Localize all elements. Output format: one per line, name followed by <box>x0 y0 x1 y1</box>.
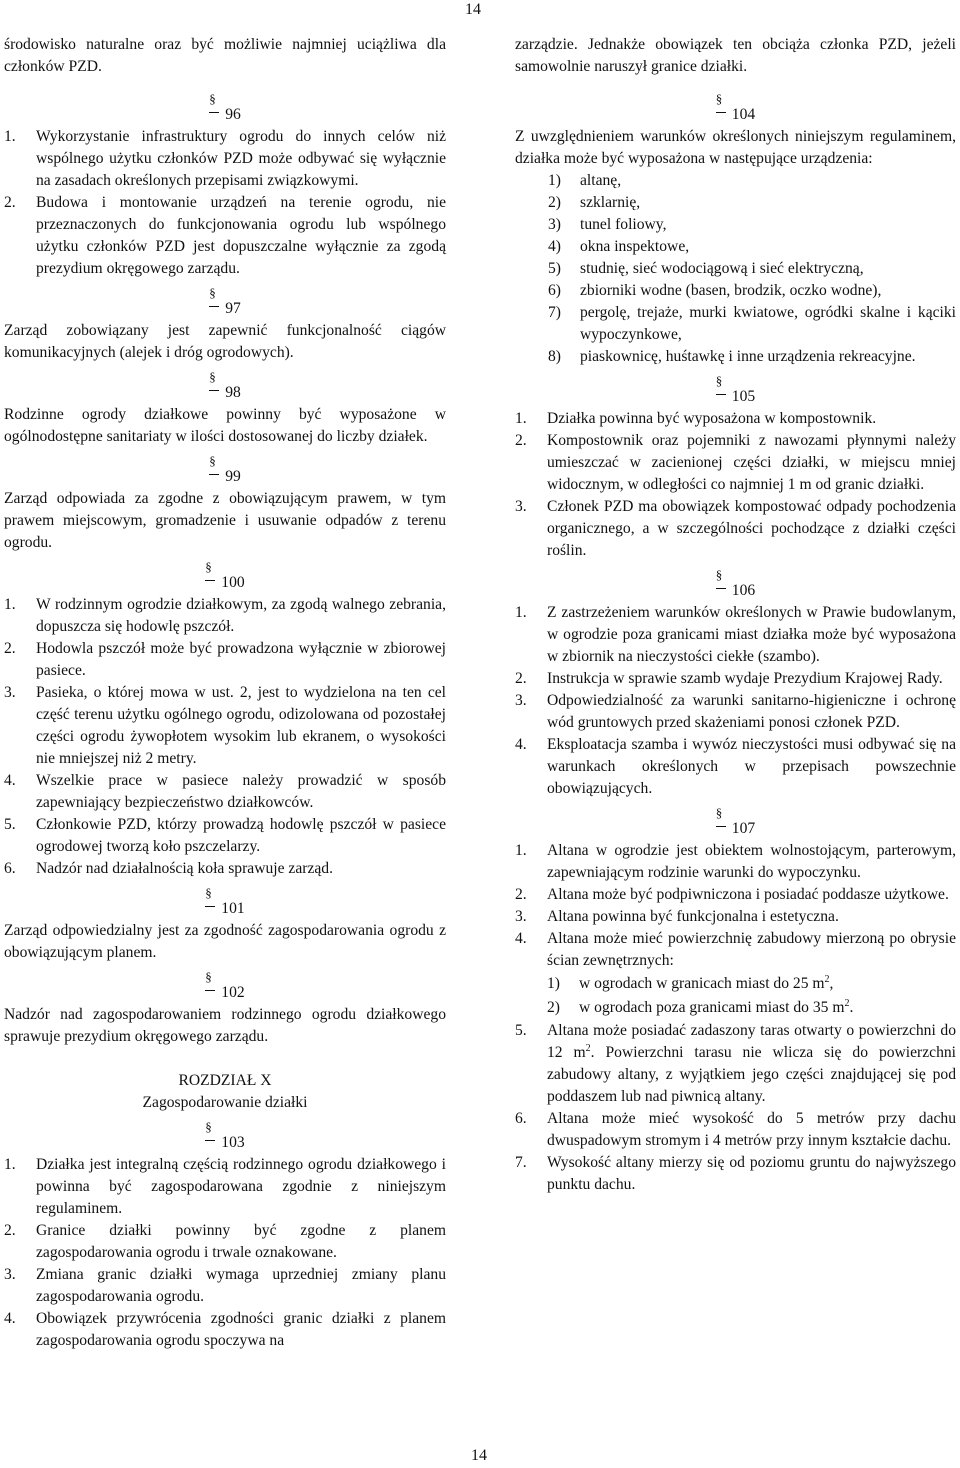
list-item: 7) pergolę, trejaże, murki kwiatowe, ogródki skalne i kąciki wypoczynkowe, <box>548 304 956 343</box>
page-number-top: 14 <box>465 1 481 18</box>
list-item: 2. Granice działki powinny być zgodne z planem zagospodarowania ogrodu i trwale oznakowane. <box>4 1222 446 1261</box>
list-item: 6. Nadzór nad działalnością koła sprawuje zarząd. <box>4 860 334 877</box>
section-101-text: Zarząd odpowiedzialny jest za zgodność zagospodarowania ogrodu z obowiązującym planem. <box>4 922 446 961</box>
chapter-title: ROZDZIAŁ X <box>178 1072 272 1089</box>
list-item: 4) okna inspektowe, <box>548 238 690 255</box>
paragraph-icon <box>716 812 726 827</box>
list-item: 1. Działka powinna być wyposażona w kompostownik. <box>515 410 877 427</box>
list-item: 6. Altana może mieć wysokość do 5 metrów przy dachu dwuspadowym stromym i 4 metrów przy innym kształcie dachu. <box>515 1110 956 1149</box>
left-column <box>4 34 446 1352</box>
paragraph-icon <box>209 376 219 391</box>
list-item: 2. Instrukcja w sprawie szamb wydaje Prezydium Krajowej Rady. <box>515 670 943 687</box>
paragraph-icon <box>205 976 215 991</box>
section-98-text: Rodzinne ogrody działkowe powinny być wyposażone w ogólnodostępne sanitariaty w ilości dostosowanej do liczby działek. <box>4 406 446 445</box>
list-item: 1) altanę, <box>548 172 622 189</box>
section-104-heading: §104 <box>515 104 956 126</box>
list-item: 1. Działka jest integralną częścią rodzinnego ogrodu działkowego i powinna być zagospodarowana zgodnie z niniejszym regulaminem. <box>4 1156 446 1217</box>
list-item: 3. Altana powinna być funkcjonalna i estetyczna. <box>515 908 839 925</box>
list-item: 2. Kompostownik oraz pojemniki z nawozami płynnymi należy umieszczać w zacienionej części działki, w miejscu mniej widocznym, w odległości co najmniej 1 m od granic działki. <box>515 432 956 493</box>
left-intro: środowisko naturalne oraz być możliwie najmniej uciążliwa dla członków PZD. <box>4 36 446 75</box>
section-99-text: Zarząd odpowiada za zgodne z obowiązującym prawem, w tym prawem miejscowym, gromadzenie i usuwanie odpadów z terenu ogrodu. <box>4 490 446 551</box>
list-item: 3. Zmiana granic działki wymaga uprzedniej zmiany planu zagospodarowania ogrodu. <box>4 1266 446 1305</box>
right-intro: zarządzie. Jednakże obowiązek ten obciąża członka PZD, jeżeli samowolnie naruszył granice działki. <box>515 36 956 75</box>
paragraph-icon <box>209 292 219 307</box>
list-item: 3. Członek PZD ma obowiązek kompostować odpady pochodzenia organicznego, a w szczególności pochodzące z działki części roślin. <box>515 498 956 559</box>
list-item: 2) w ogrodach poza granicami miast do 35 $m^2$. <box>547 997 854 1016</box>
section-107-heading: §107 <box>515 818 956 840</box>
paragraph-icon <box>205 892 215 907</box>
list-item: 4. Obowiązek przywrócenia zgodności granic działki z planem zagospodarowania ogrodu spoczywa na <box>4 1310 446 1349</box>
page-number-bottom: 14 <box>471 1447 487 1464</box>
list-item: 4. Altana może mieć powierzchnię zabudowy mierzoną po obrysie ścian zewnętrznych: <box>515 930 956 969</box>
paragraph-icon <box>716 574 726 589</box>
list-item: 2. Altana może być podpiwniczona i posiadać poddasze użytkowe. <box>515 886 949 903</box>
section-104-list <box>515 170 956 368</box>
section-104-text: Z uwzględnieniem warunków określonych niniejszym regulaminem, działka może być wyposażona w następujące urządzenia: <box>515 128 956 167</box>
list-item: 1. W rodzinnym ogrodzie działkowym, za zgodą walnego zebrania, dopuszcza się hodowlę pszczół. <box>4 596 446 635</box>
section-103-heading: §103 <box>4 1132 446 1154</box>
list-item: 5. Altana może posiadać zadaszony taras otwarty o powierzchni do 12 $m^2$. Powierzchni tarasu nie wlicza się do powierzchni zabudowy altany, z wyjątkiem jego części znajdującej się pod poddaszem lub nad piwnicą altany. <box>515 1022 957 1105</box>
paragraph-icon <box>209 98 219 113</box>
section-101-heading: §101 <box>4 898 446 920</box>
list-item: 2. Hodowla pszczół może być prowadzona wyłącznie w zbiorowej pasiece. <box>4 640 446 679</box>
list-item: 5. Członkowie PZD, którzy prowadzą hodowlę pszczół w pasiece ogrodowej tworzą koło pszczelarzy. <box>4 816 446 855</box>
section-105-heading: §105 <box>515 386 956 408</box>
list-item: 3. Pasieka, o której mowa w ust. 2, jest to wydzielona na ten cel część terenu użytku ogólnego ogrodu, odizolowana od pozostałej części ogrodu żywopłotem wysokim lub ekranem, o wysokości nie mniejszej niż 2 metry. <box>4 684 446 767</box>
section-97-heading: §97 <box>4 298 446 320</box>
list-item: 2) szklarnię, <box>548 194 641 211</box>
section-100-heading: §100 <box>4 572 446 594</box>
list-item: 6) zbiorniki wodne (basen, brodzik, oczko wodne), <box>548 282 882 299</box>
list-item: 3. Odpowiedzialność za warunki sanitarno-higieniczne i ochronę wód gruntowych przed skażeniami ponosi członek PZD. <box>515 692 956 731</box>
section-98-heading: §98 <box>4 382 446 404</box>
section-106-heading: §106 <box>515 580 956 602</box>
paragraph-icon <box>205 566 215 581</box>
list-item: 8) piaskownicę, huśtawkę i inne urządzenia rekreacyjne. <box>548 348 916 365</box>
chapter-subtitle: Zagospodarowanie działki <box>142 1094 308 1111</box>
section-96-heading: §96 <box>4 104 446 126</box>
right-column <box>515 34 956 1196</box>
section-102-heading: §102 <box>4 982 446 1004</box>
list-item: 5) studnię, sieć wodociągową i sieć elektryczną, <box>548 260 864 277</box>
list-item: 1. Altana w ogrodzie jest obiektem wolnostojącym, parterowym, zapewniającym rodzinie warunki do wypoczynku. <box>515 842 956 881</box>
paragraph-icon <box>209 460 219 475</box>
list-item: 1) w ogrodach w granicach miast do 25 $m^2$, <box>547 973 834 992</box>
list-item: 4. Eksploatacja szamba i wywóz nieczystości musi odbywać się na warunkach określonych w przepisach powszechnie obowiązujących. <box>515 736 956 797</box>
list-item: 4. Wszelkie prace w pasiece należy prowadzić w sposób zapewniający bezpieczeństwo działkowców. <box>4 772 446 811</box>
section-107-sublist <box>515 972 956 1020</box>
list-item: 2. Budowa i montowanie urządzeń na terenie ogrodu, nie przeznaczonych do funkcjonowania ogrodu lub wspólnego użytku członków PZD jest dopuszczalne wyłącznie za zgodą prezydium okręgowego zarządu. <box>4 194 446 277</box>
list-item: 7. Wysokość altany mierzy się od poziomu gruntu do najwyższego punktu dachu. <box>515 1154 956 1193</box>
section-102-text: Nadzór nad zagospodarowaniem rodzinnego ogrodu działkowego sprawuje prezydium okręgowego zarządu. <box>4 1006 446 1045</box>
paragraph-icon <box>716 380 726 395</box>
paragraph-icon <box>205 1126 215 1141</box>
list-item: 3) tunel foliowy, <box>548 216 667 233</box>
section-97-text: Zarząd zobowiązany jest zapewnić funkcjonalność ciągów komunikacyjnych (alejek i dróg ogrodowych). <box>4 322 446 361</box>
paragraph-icon <box>716 98 726 113</box>
section-99-heading: §99 <box>4 466 446 488</box>
list-item: 1. Wykorzystanie infrastruktury ogrodu do innych celów niż wspólnego użytku członków PZD może odbywać się wyłącznie na zasadach określonych przepisami związkowymi. <box>4 128 446 189</box>
list-item: 1. Z zastrzeżeniem warunków określonych w Prawie budowlanym, w ogrodzie poza granicami miast działka może być wyposażona w zbiornik na nieczystości ciekłe (szambo). <box>515 604 956 665</box>
